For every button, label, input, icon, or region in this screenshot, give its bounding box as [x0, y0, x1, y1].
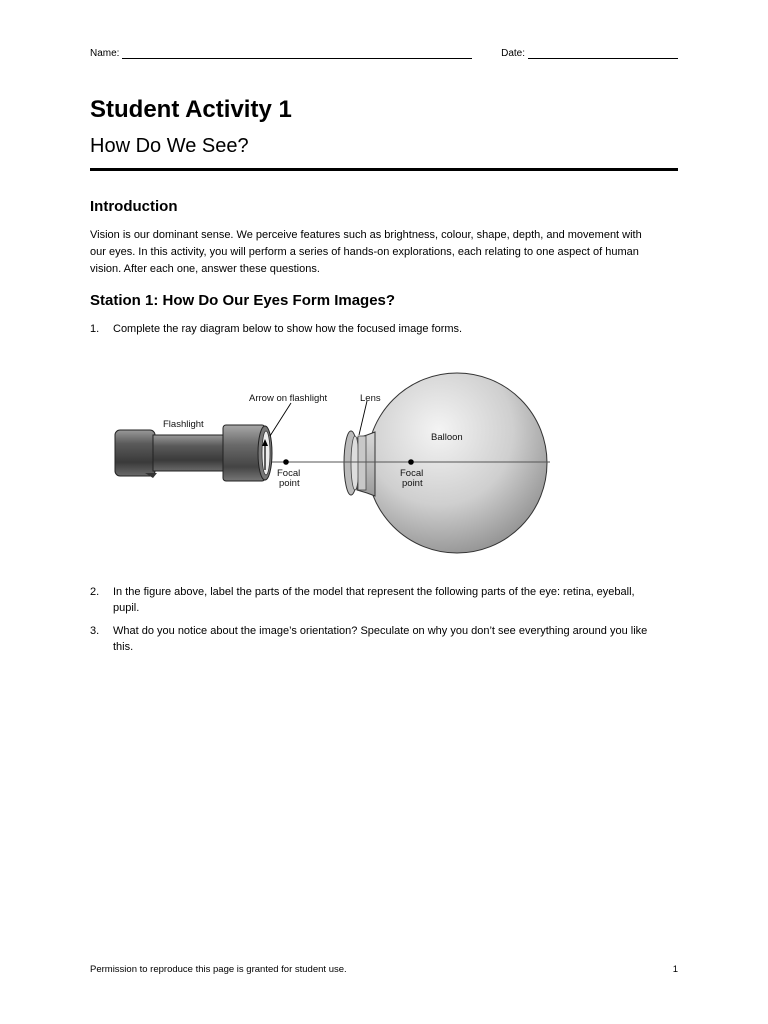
introduction-text: Vision is our dominant sense. We perceive features such as brightness, colour, shape, depth, and movement with our eyes. In this activity, you will perform a series of hands-on explorations, each relating to one aspect of human vision. After each one, answer these questions.: [90, 229, 642, 275]
lens-label: Lens: [360, 393, 381, 404]
page-subtitle: How Do We See?: [90, 135, 249, 157]
focal-point-label-1a: Focal: [277, 468, 301, 479]
page-title: Student Activity 1: [90, 96, 292, 123]
header-row: [90, 48, 678, 59]
focal-point-label-1b: point: [279, 478, 300, 489]
balloon-shape: [357, 373, 547, 553]
question-text: Complete the ray diagram below to show how the focused image forms.: [113, 323, 463, 335]
flashlight-balloon-diagram: [105, 360, 565, 560]
footer-permission: Permission to reproduce this page is granted for student use.: [90, 964, 347, 975]
date-field: [501, 48, 678, 59]
name-blank-line: [122, 48, 472, 59]
date-blank-line: [528, 48, 678, 59]
focal-point-label-2b: point: [402, 478, 423, 489]
focal-point-dot-2: [408, 459, 414, 465]
focal-point-label-2a: Focal: [400, 468, 424, 479]
question-text: What do you notice about the image’s orientation? Speculate on why you don’t see everything around you like this.: [113, 625, 648, 653]
title-rule: [90, 168, 678, 171]
lens-label-pointer: [359, 401, 367, 435]
question-text: In the figure above, label the parts of the model that represent the following parts of the eye: retina, eyeball, pupil.: [113, 586, 635, 614]
question-number: 1.: [90, 323, 100, 335]
introduction-heading: Introduction: [90, 198, 178, 215]
flashlight-shape: [115, 425, 272, 481]
focal-point-dot-1: [283, 459, 289, 465]
name-field: [90, 48, 472, 59]
arrow-label-pointer: [270, 403, 291, 436]
date-label: Date:: [501, 48, 525, 59]
name-label: Name:: [90, 48, 120, 59]
footer-page-number: 1: [672, 964, 678, 975]
arrow-on-flashlight-label: Arrow on flashlight: [249, 393, 328, 404]
balloon-label: Balloon: [431, 432, 463, 443]
flashlight-label: Flashlight: [163, 419, 204, 430]
question-number: 2.: [90, 586, 100, 598]
lens-shape: [344, 431, 366, 495]
question-number: 3.: [90, 625, 100, 637]
question-1: [90, 321, 650, 337]
station1-heading: Station 1: How Do Our Eyes Form Images?: [90, 292, 396, 309]
question-3: [90, 623, 650, 655]
question-2: [90, 584, 650, 616]
eye-model-figure: [105, 360, 565, 560]
